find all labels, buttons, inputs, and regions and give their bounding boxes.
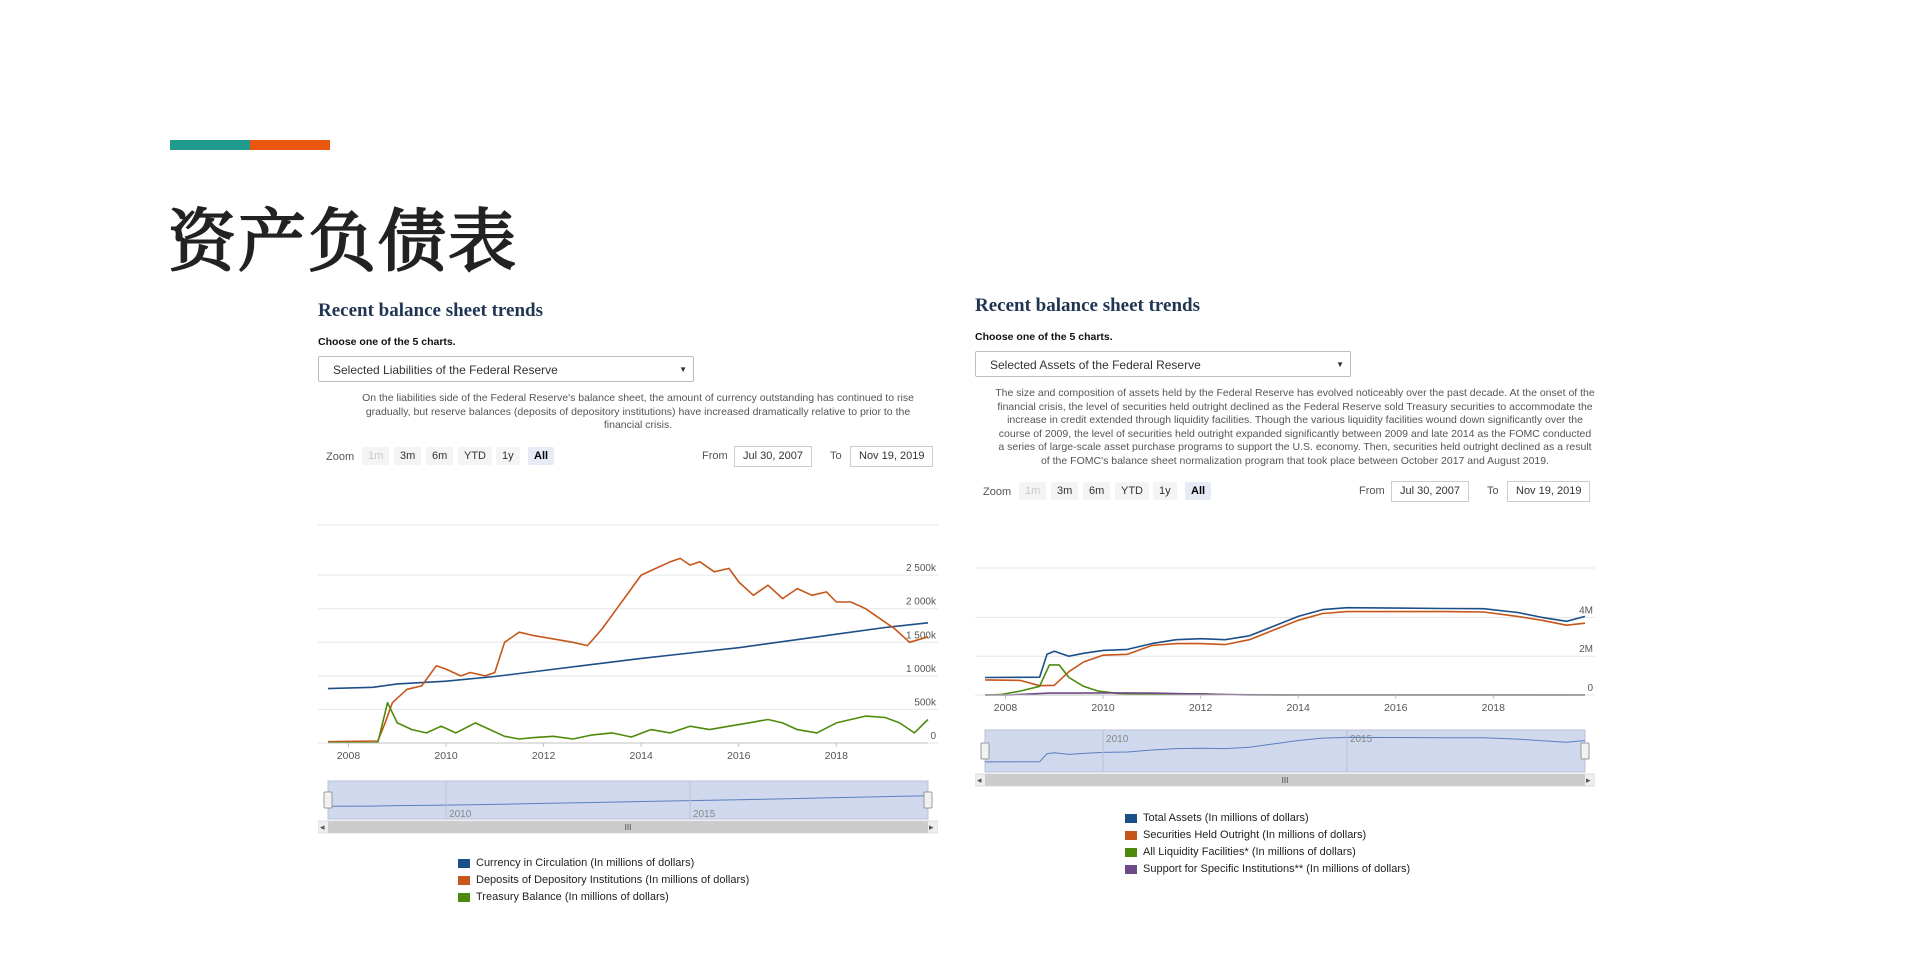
zoom-all-button[interactable]: All bbox=[528, 447, 554, 465]
navigator-window[interactable] bbox=[328, 781, 928, 819]
zoom-1y-button[interactable]: 1y bbox=[496, 447, 520, 465]
scroll-left-arrow-icon[interactable]: ◂ bbox=[977, 775, 982, 785]
range-selector bbox=[975, 480, 1615, 504]
x-tick-label: 2014 bbox=[1286, 702, 1310, 714]
series-line-1 bbox=[328, 622, 928, 688]
zoom-label: Zoom bbox=[326, 450, 355, 463]
to-date-input[interactable]: Nov 19, 2019 bbox=[850, 446, 933, 467]
chart-legend bbox=[1125, 810, 1615, 878]
legend-swatch bbox=[458, 893, 470, 902]
legend-label: Support for Specific Institutions** (In millions of dollars) bbox=[1143, 863, 1411, 875]
navigator-left-handle[interactable] bbox=[981, 743, 989, 759]
legend-label: Treasury Balance (In millions of dollars) bbox=[476, 890, 669, 903]
x-tick-label: 2012 bbox=[531, 749, 556, 762]
zoom-3m-button[interactable]: 3m bbox=[394, 447, 421, 465]
from-date-input[interactable]: Jul 30, 2007 bbox=[734, 446, 812, 467]
legend-label: Total Assets (In millions of dollars) bbox=[1143, 812, 1309, 824]
x-tick-label: 2012 bbox=[1188, 702, 1213, 714]
zoom-ytd-button[interactable]: YTD bbox=[1115, 482, 1149, 500]
zoom-ytd-button[interactable]: YTD bbox=[458, 447, 492, 465]
y-tick-label: 0 bbox=[930, 730, 936, 742]
to-date-input[interactable]: Nov 19, 2019 bbox=[1507, 481, 1590, 502]
y-tick-label: 2 000k bbox=[905, 596, 936, 608]
legend-item[interactable] bbox=[458, 855, 958, 872]
chevron-down-icon: ▼ bbox=[679, 365, 687, 374]
zoom-all-button[interactable]: All bbox=[1185, 482, 1211, 500]
range-selector bbox=[318, 445, 958, 469]
choose-chart-label: Choose one of the 5 charts. bbox=[975, 331, 1113, 343]
legend-label: Currency in Circulation (In millions of dollars) bbox=[476, 856, 695, 869]
x-tick-label: 2010 bbox=[434, 749, 458, 762]
navigator-label: 2010 bbox=[1106, 734, 1129, 745]
series-line-3 bbox=[328, 702, 928, 742]
liabilities-chart bbox=[318, 475, 938, 845]
from-label: From bbox=[1359, 485, 1385, 497]
legend-item[interactable] bbox=[1125, 844, 1615, 861]
scroll-left-arrow-icon[interactable]: ◂ bbox=[320, 821, 325, 832]
legend-swatch bbox=[1125, 831, 1137, 840]
from-label: From bbox=[702, 449, 728, 462]
navigator-label: 2010 bbox=[449, 808, 472, 820]
legend-item[interactable] bbox=[458, 872, 958, 889]
legend-label: All Liquidity Facilities* (In millions of dollars) bbox=[1143, 846, 1356, 858]
panel-heading: Recent balance sheet trends bbox=[318, 300, 543, 321]
legend-label: Securities Held Outright (In millions of dollars) bbox=[1143, 829, 1367, 841]
y-tick-label: 2 500k bbox=[905, 562, 936, 574]
page-title: 资产负债表 bbox=[168, 203, 519, 282]
chart-select[interactable] bbox=[975, 351, 1351, 377]
choose-chart-label: Choose one of the 5 charts. bbox=[318, 336, 456, 348]
legend-item[interactable] bbox=[1125, 861, 1615, 878]
scrollbar-grip-icon: III bbox=[624, 822, 632, 832]
legend-swatch bbox=[458, 859, 470, 868]
legend-swatch bbox=[1125, 865, 1137, 874]
x-tick-label: 2008 bbox=[993, 702, 1018, 714]
from-date-input[interactable]: Jul 30, 2007 bbox=[1391, 481, 1469, 502]
navigator-right-handle[interactable] bbox=[924, 792, 932, 808]
zoom-3m-button[interactable]: 3m bbox=[1051, 482, 1078, 500]
legend-swatch bbox=[1125, 814, 1137, 823]
chart-select-value: Selected Assets of the Federal Reserve bbox=[990, 358, 1201, 372]
zoom-6m-button[interactable]: 6m bbox=[426, 447, 453, 465]
y-tick-label: 1 500k bbox=[905, 629, 936, 641]
y-tick-label: 2M bbox=[1579, 644, 1593, 656]
zoom-6m-button[interactable]: 6m bbox=[1083, 482, 1110, 500]
to-label: To bbox=[830, 449, 842, 462]
accent-bar-orange bbox=[250, 140, 330, 150]
navigator-label: 2015 bbox=[1349, 734, 1373, 745]
scroll-right-arrow-icon[interactable]: ▸ bbox=[1586, 775, 1591, 785]
chart-legend bbox=[458, 855, 958, 906]
y-tick-label: 4M bbox=[1579, 605, 1593, 617]
assets-chart bbox=[975, 510, 1595, 800]
series-line-2 bbox=[328, 558, 928, 741]
zoom-1m-button[interactable]: 1m bbox=[1019, 482, 1046, 500]
navigator-left-handle[interactable] bbox=[324, 792, 332, 808]
scroll-right-arrow-icon[interactable]: ▸ bbox=[929, 821, 934, 832]
chevron-down-icon: ▼ bbox=[1336, 360, 1344, 369]
panel-heading: Recent balance sheet trends bbox=[975, 295, 1200, 316]
x-tick-label: 2016 bbox=[727, 749, 751, 762]
legend-swatch bbox=[458, 876, 470, 885]
x-tick-label: 2010 bbox=[1091, 702, 1115, 714]
zoom-1y-button[interactable]: 1y bbox=[1153, 482, 1177, 500]
y-tick-label: 0 bbox=[1587, 683, 1593, 694]
x-tick-label: 2016 bbox=[1384, 702, 1408, 714]
assets-panel bbox=[975, 295, 1615, 878]
zoom-label: Zoom bbox=[983, 486, 1012, 498]
x-tick-label: 2018 bbox=[1481, 702, 1505, 714]
legend-item[interactable] bbox=[458, 889, 958, 906]
x-tick-label: 2018 bbox=[824, 749, 848, 762]
chart-description: On the liabilities side of the Federal Reserve's balance sheet, the amount of currency outstanding has continued to rise gradually, but reserve balances (deposits of depository institutions) have increased dramatically relative to prior to the financial crisis. bbox=[362, 392, 914, 431]
legend-swatch bbox=[1125, 848, 1137, 857]
navigator-right-handle[interactable] bbox=[1581, 743, 1589, 759]
zoom-1m-button[interactable]: 1m bbox=[362, 447, 389, 465]
navigator-window[interactable] bbox=[985, 730, 1585, 772]
liabilities-panel bbox=[318, 300, 958, 906]
chart-select-value: Selected Liabilities of the Federal Reserve bbox=[333, 363, 558, 377]
y-tick-label: 1 000k bbox=[905, 663, 936, 675]
accent-bar-teal bbox=[170, 140, 250, 150]
legend-label: Deposits of Depository Institutions (In millions of dollars) bbox=[476, 873, 750, 886]
y-tick-label: 500k bbox=[914, 696, 936, 708]
chart-select[interactable] bbox=[318, 356, 694, 382]
series-line-3 bbox=[985, 665, 1585, 695]
to-label: To bbox=[1487, 485, 1499, 497]
navigator-label: 2015 bbox=[692, 808, 716, 820]
series-line-2 bbox=[985, 612, 1585, 686]
scrollbar-grip-icon: III bbox=[1281, 776, 1289, 785]
x-tick-label: 2008 bbox=[336, 749, 361, 762]
legend-item[interactable] bbox=[1125, 810, 1615, 827]
x-tick-label: 2014 bbox=[629, 749, 653, 762]
legend-item[interactable] bbox=[1125, 827, 1615, 844]
chart-description: The size and composition of assets held by the Federal Reserve has evolved noticeably over the past decade. At the onset of the financial crisis, the level of securities held outright declined as the Federal Reserve sold Treasury securities to accommodate the increase in credit extended through liquidity facilities. Though the various liquidity facilities wound down significantly over the course of 2009, the level of securities held outright expanded significantly between 2009 and late 2014 as the FOMC conducted a series of large-scale asset purchase programs to support the U.S. economy. Then, securities held outright declined as a result of the FOMC's balance sheet normalization program that took place between October 2017 and August 2019. bbox=[995, 387, 1595, 467]
